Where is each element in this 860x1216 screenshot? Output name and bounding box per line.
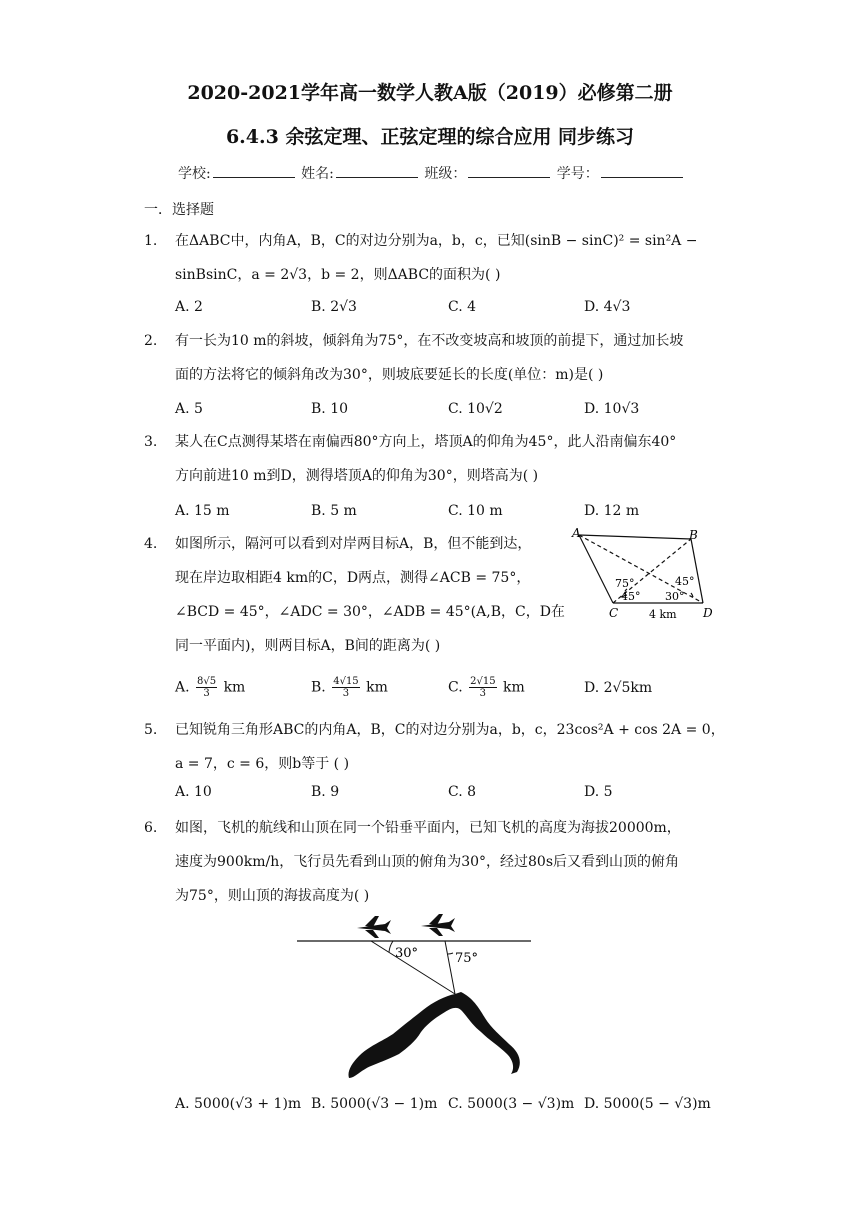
question-text-line: sinBsinC，a = 2√3，b = 2，则ΔABC的面积为( )	[175, 267, 501, 283]
numerator: 8√5	[197, 676, 217, 687]
denominator: 3	[203, 688, 210, 699]
question-text-line: 某人在C点测得某塔在南偏西80°方向上，塔顶A的仰角为45°，此人沿南偏东40°	[175, 434, 677, 450]
question-text-line: 在ΔABC中，内角A，B，C的对边分别为a，b，c，已知(sinB − sinC)² = sin²A −	[175, 233, 698, 249]
airplane-icon	[421, 914, 455, 936]
point-c-label: C	[609, 606, 619, 620]
question-text-line: 如图，飞机的航线和山顶在同一个铅垂平面内，已知飞机的高度为海拔20000m，	[175, 820, 681, 836]
name-blank	[336, 165, 418, 178]
school-blank	[213, 165, 295, 178]
point-d-label: D	[703, 606, 713, 620]
question-text-line: 方向前进10 m到D，测得塔顶A的仰角为30°，则塔高为( )	[175, 468, 539, 484]
option-a: A. 5	[175, 401, 203, 417]
option-b: B. 2√3	[311, 299, 357, 315]
option-a: A. 10	[175, 784, 212, 800]
question-number: 6.	[144, 820, 158, 836]
mountain-silhouette	[348, 992, 519, 1078]
title-line-2: 6.4.3 余弦定理、正弦定理的综合应用 同步练习	[225, 126, 635, 148]
point-a-label: A	[572, 526, 581, 540]
unit: km	[366, 679, 388, 696]
option-label: B.	[311, 679, 326, 696]
title-line-1: 2020-2021学年高一数学人教A版（2019）必修第二册	[187, 82, 673, 104]
question-number: 5.	[144, 722, 158, 738]
option-d: D. 2√5km	[584, 680, 653, 696]
option-a: A. 2	[175, 299, 203, 315]
option-c: C. 10 m	[448, 503, 503, 519]
section-heading: 一．选择题	[144, 202, 214, 218]
denominator: 3	[342, 688, 350, 699]
question-text-line: 速度为900km/h，飞行员先看到山顶的俯角为30°，经过80s后又看到山顶的俯角	[175, 854, 680, 870]
numerator: 2√15	[470, 676, 496, 687]
option-a: A. 15 m	[175, 503, 230, 519]
unit: km	[503, 679, 525, 696]
class-label: 班级：	[424, 166, 467, 182]
unit: km	[223, 679, 246, 696]
river-diagram	[565, 525, 725, 625]
student-info-line	[178, 163, 685, 183]
option-label: C.	[448, 679, 463, 696]
angle-75-label: 75°	[455, 951, 479, 966]
question-text-line: a = 7，c = 6，则b等于 ( )	[175, 756, 350, 772]
airplane-mountain-diagram	[295, 906, 535, 1086]
class-blank	[468, 165, 550, 178]
question-text-line: ∠BCD = 45°，∠ADC = 30°，∠ADB = 45°(A,B，C，D在	[175, 604, 565, 620]
option-b: B. 10	[311, 401, 349, 417]
option-b: B. 9	[311, 784, 340, 800]
angle-30-label: 30°	[665, 590, 685, 603]
option-d: D. 12 m	[584, 503, 640, 519]
question-text-line: 现在岸边取相距4 km的C，D两点，测得∠ACB = 75°，	[175, 570, 531, 586]
option-b	[311, 676, 388, 699]
option-a: A. 5000(√3 + 1)m	[175, 1096, 302, 1112]
airplane-icon	[357, 916, 391, 938]
question-text-line: 为75°，则山顶的海拔高度为( )	[175, 888, 370, 904]
option-c: C. 8	[448, 784, 477, 800]
fraction	[469, 676, 496, 699]
point-b-label: B	[689, 528, 698, 542]
question-number: 1.	[144, 233, 158, 249]
question-number: 2.	[144, 333, 158, 349]
option-d: D. 5	[584, 784, 613, 800]
option-d: D. 10√3	[584, 401, 640, 417]
school-label: 学校:	[178, 166, 211, 182]
question-text-line: 有一长为10 m的斜坡，倾斜角为75°，在不改变坡高和坡顶的前提下，通过加长坡	[175, 333, 684, 349]
question-text-line: 同一平面内)，则两目标A，B间的距离为( )	[175, 638, 441, 654]
question-text-line: 面的方法将它的倾斜角改为30°，则坡底要延长的长度(单位：m)是( )	[175, 367, 604, 383]
option-a	[175, 676, 245, 699]
option-b: B. 5000(√3 − 1)m	[311, 1096, 438, 1112]
option-c	[448, 676, 525, 699]
question-text-line: 已知锐角三角形ABC的内角A，B，C的对边分别为a，b，c，23cos²A + cos 2A = 0，	[175, 722, 725, 738]
angle-45-d-label: 45°	[675, 575, 695, 588]
option-c: C. 4	[448, 299, 477, 315]
angle-75-label: 75°	[615, 577, 635, 590]
angle-30-label: 30°	[395, 946, 419, 961]
option-d: D. 4√3	[584, 299, 631, 315]
distance-label: 4 km	[649, 608, 677, 621]
numerator: 4√15	[333, 676, 359, 687]
angle-45-c-label: 45°	[621, 590, 641, 603]
option-c: C. 10√2	[448, 401, 503, 417]
id-blank	[601, 165, 683, 178]
fraction	[332, 676, 359, 699]
option-label: A.	[175, 679, 190, 696]
question-text-line: 如图所示，隔河可以看到对岸两目标A，B，但不能到达，	[175, 536, 532, 552]
question-number: 3.	[144, 434, 158, 450]
id-label: 学号：	[556, 166, 599, 182]
denominator: 3	[479, 688, 487, 699]
option-b: B. 5 m	[311, 503, 357, 519]
name-label: 姓名:	[301, 166, 334, 182]
fraction	[196, 676, 217, 699]
option-c: C. 5000(3 − √3)m	[448, 1096, 575, 1112]
option-d: D. 5000(5 − √3)m	[584, 1096, 711, 1112]
question-number: 4.	[144, 536, 158, 552]
